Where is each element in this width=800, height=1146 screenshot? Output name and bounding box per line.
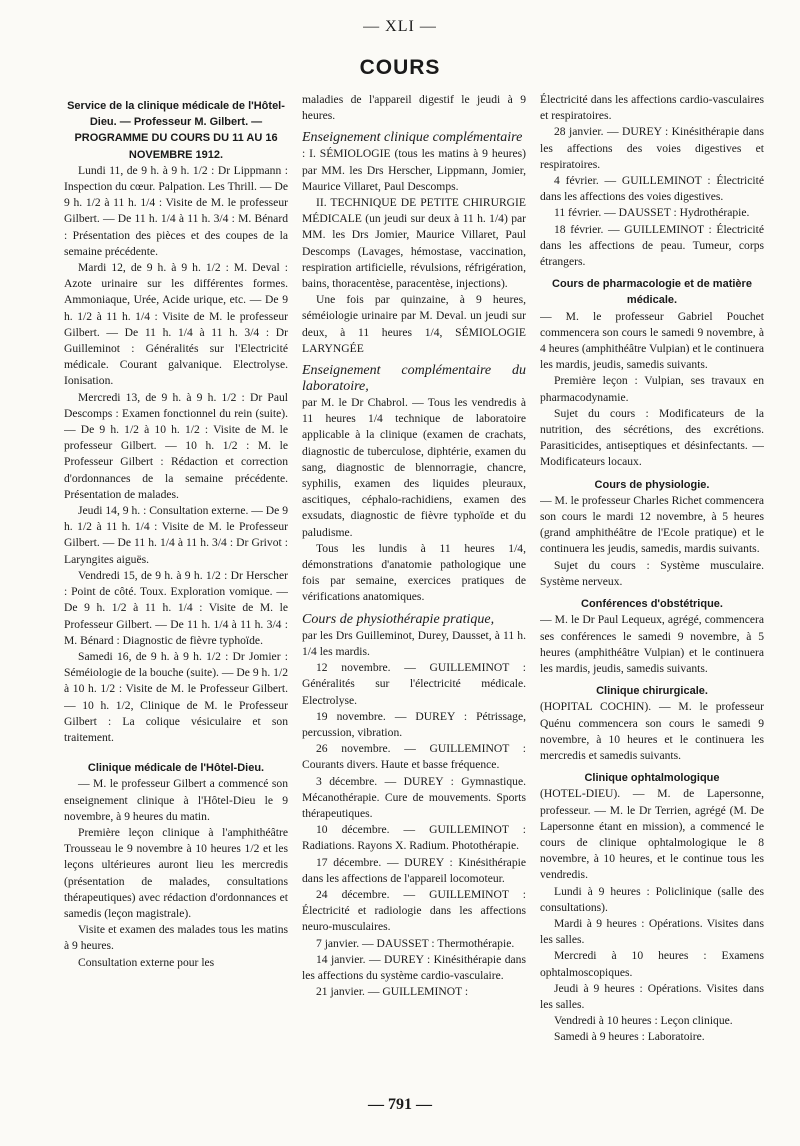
section-heading: Clinique chirurgicale.: [596, 685, 708, 698]
paragraph: Lundi à 9 heures : Policlinique (salle des consultations).: [540, 884, 764, 914]
text-columns: [64, 92, 764, 1092]
paragraph: 10 décembre. — GUILLEMINOT : Radiations. Rayons X. Radium. Photothérapie.: [302, 823, 526, 853]
paragraph: Vendredi à 10 heures : Leçon clinique.: [554, 1014, 733, 1028]
paragraph: 11 février. — DAUSSET : Hydrothérapie.: [554, 206, 750, 220]
paragraph: Samedi à 9 heures : Laboratoire.: [554, 1030, 705, 1044]
paragraph: 14 janvier. — DUREY : Kinésithérapie dans les affections du système cardio-vasculaire.: [302, 952, 526, 982]
paragraph: — M. le professeur Gabriel Pouchet commencera son cours le samedi 9 novembre, à 4 heures (amphithéâtre Vulpian) et le continuera les mardis, jeudis, samedis suivants.: [540, 309, 764, 372]
paragraph: Jeudi 14, 9 h. : Consultation externe. — De 9 h. 1/2 à 11 h. 1/4 : Visite de M. le Professeur Gilbert. — De 11 h. 1/4 à 11 h. 3/4 : Dr Grivot : Laryngites aiguës.: [64, 504, 288, 566]
paragraph: Tous les lundis à 11 heures 1/4, démonstrations d'anatomie pathologique une fois par semaine, exercices pratiques de vérifications anatomiques.: [302, 541, 526, 604]
paragraph: 4 février. — GUILLEMINOT : Électricité dans les affections des voies digestives.: [540, 174, 764, 204]
paragraph: Jeudi à 9 heures : Opérations. Visites dans les salles.: [540, 981, 764, 1011]
column-left: [64, 92, 288, 1092]
paragraph: par les Drs Guilleminot, Durey, Dausset, à 11 h. 1/4 les mardis.: [302, 628, 526, 658]
paragraph: Électricité dans les affections cardio-vasculaires et respiratoires.: [540, 93, 764, 123]
paragraph: Sujet du cours : Modificateurs de la nutrition, des sécrétions, des excrétions. Parasiticides, antiseptiques et désinfectants. — Modificateurs locaux.: [540, 406, 764, 469]
paragraph: 21 janvier. — GUILLEMINOT :: [316, 985, 469, 999]
paragraph: 24 décembre. — GUILLEMINOT : Électricité et radiologie dans les affections neuro-musculaires.: [302, 887, 526, 934]
paragraph: Mercredi à 10 heures : Examens ophtalmoscopiques.: [540, 949, 764, 979]
section-heading: Cours de physiothérapie pratique,: [302, 611, 495, 627]
paragraph: Première leçon clinique à l'amphithéâtre Trousseau le 9 novembre à 10 heures 1/2 et les leçons ultérieures auront lieu les mercredis (présentation de malades, consultations thérapeutiques) avec rédaction d'ordonnances et samedis (leçon magistrale).: [64, 825, 288, 920]
paragraph: Mercredi 13, de 9 h. à 9 h. 1/2 : Dr Paul Descomps : Examen fonctionnel du rein (suite). — De 9 h. 1/2 à 10 h. 1/2 : Visite de M. le professeur Gilbert. — 10 h. 1/2 : M. le Professeur Gilbert : Rédaction et correction d'ordonnances de la semaine précédente. Présentation de malades.: [64, 390, 288, 501]
paragraph: 17 décembre. — DUREY : Kinésithérapie dans les affections de l'appareil locomoteur.: [302, 855, 526, 885]
paragraph: 19 novembre. — DUREY : Pétrissage, percussion, vibration.: [302, 709, 526, 739]
paragraph: — M. le professeur Charles Richet commencera son cours le mardi 12 novembre, à 5 heures (grand amphithéâtre de l'Ecole pratique) et le continuera les jeudis, samedis, mardis suivants.: [540, 493, 764, 556]
paragraph: 28 janvier. — DUREY : Kinésithérapie dans les affections des voies digestives et respiratoires.: [540, 125, 764, 171]
paragraph: Mardi à 9 heures : Opérations. Visites dans les salles.: [540, 916, 764, 947]
section-title: COURS: [359, 56, 441, 79]
paragraph: Samedi 16, de 9 h. à 9 h. 1/2 : Dr Jomier : Séméiologie de la bouche (suite). — De 9 h. 1/2 à 10 h. 1/2 : Visite de M. le Professeur Gilbert. — 10 h. 1/2, Clinique de M. le Professeur Gilbert : La colique vésiculaire et son traitement.: [64, 649, 288, 744]
paragraph: 26 novembre. — GUILLEMINOT : Courants divers. Haute et basse fréquence.: [302, 742, 526, 772]
paragraph: Première leçon : Vulpian, ses travaux en pharmacodynamie.: [540, 374, 764, 404]
section-heading: Enseignement clinique complémentaire: [302, 130, 523, 146]
paragraph: 18 février. — GUILLEMINOT : Électricité dans les affections de peau. Tumeur, corps étrangers.: [540, 222, 764, 269]
paragraph: Mardi 12, de 9 h. à 9 h. 1/2 : M. Deval : Azote urinaire sur les différentes formes. Ammoniaque, Urée, Acide urique, etc. — De 9 h. 1/2 à 11 h. 1/4 : Visite de M. le professeur Gilbert. — De 11 h. 1/4 à 11 h. 3/4 : Dr Guilleminot : Généralités sur l'Electricité médicale. Courant galvanique. Electrolyse. Ionisation.: [64, 261, 288, 388]
section-gap: [64, 746, 288, 754]
section-heading: Cours de physiologie.: [594, 478, 710, 491]
paragraph: Consultation externe pour les: [78, 955, 215, 969]
paragraph: : I. SÉMIOLOGIE (tous les matins à 9 heures) par MM. les Drs Herscher, Lippmann, Jomier, Maurice Villaret, Paul Descomps.: [302, 147, 526, 193]
paragraph: (HOTEL-DIEU). — M. de Lapersonne, professeur. — M. le Dr Terrien, agrégé (M. De Lapersonne étant en mission), a commencé le cours de clinique ophtalmologique le 8 novembre, à 10 heures, et le continue tous les vendredis.: [540, 787, 764, 882]
section-heading: Clinique médicale de l'Hôtel-Dieu.: [87, 762, 265, 775]
section-heading: Enseignement complémentaire du laboratoire,: [302, 363, 526, 395]
paragraph: (HOPITAL COCHIN). — M. le professeur Quénu commencera son cours le samedi 9 novembre, à 10 heures et le continuera les mercredis et samedis suivants.: [540, 700, 764, 762]
section-heading: Clinique ophtalmologique: [584, 772, 720, 785]
section-heading: Cours de pharmacologie et de matière médicale.: [552, 278, 752, 307]
section-heading: Service de la clinique médicale de l'Hôtel-Dieu. — Professeur M. Gilbert. — PROGRAMME DU COURS DU 11 AU 16 NOVEMBRE 1912.: [67, 100, 285, 161]
paragraph: par M. le Dr Chabrol. — Tous les vendredis à 11 heures 1/4 technique de laboratoire applicable à la clinique (examen de crachats, diagnostic de tuberculose, diphtérie, examen du sang, diagnostic de blennorragie, chancre, syphilis, examen des liquides pleuraux, ascitiques, céphalo-rachidiens, examen des exsudats, diagnostic de fièvre typhoïde et du paludisme.: [302, 396, 526, 539]
page-number: — 791 —: [368, 1096, 432, 1113]
paragraph: II. TECHNIQUE DE PETITE CHIRURGIE MÉDICALE (un jeudi sur deux à 11 h. 1/4) par MM. les Drs Jomier, Maurice Villaret, Paul Descomps (Lavages, hémostase, vaccination, respiration artificielle, révulsions, réfrigération, bains, thoracentèse, paracentèse, injections).: [302, 196, 526, 291]
paragraph: Visite et examen des malades tous les matins à 9 heures.: [64, 923, 288, 953]
paragraph: maladies de l'appareil digestif le jeudi à 9 heures.: [302, 93, 526, 123]
paragraph: Une fois par quinzaine, à 9 heures, séméiologie urinaire par M. Deval. un jeudi sur deux, à 11 heures 1/4, SÉMIOLOGIE LARYNGÉE: [302, 293, 526, 355]
paragraph: 3 décembre. — DUREY : Gymnastique. Mécanothérapie. Cure de mouvements. Sports thérapeutiques.: [302, 774, 526, 820]
running-head: — XLI —: [363, 18, 437, 35]
paragraph: Lundi 11, de 9 h. à 9 h. 1/2 : Dr Lippmann : Inspection du cœur. Palpation. Les Thrill. — De 9 h. 1/2 à 11 h. 1/4 : Visite de M. le professeur Gilbert. — De 11 h. 1/4 à 11 h. 3/4 : M. Bénard : Présentation des pièces et des coupes de la semaine précédente.: [64, 163, 288, 258]
paragraph: — M. le Dr Paul Lequeux, agrégé, commencera ses conférences le samedi 9 novembre, à 5 heures (amphithéâtre Vulpian) et le continuera les mardis, jeudis, samedis suivants.: [540, 613, 764, 675]
paragraph: 7 janvier. — DAUSSET : Thermothérapie.: [316, 936, 515, 950]
column-middle: [302, 92, 526, 1092]
column-right: [540, 92, 764, 1092]
paragraph: — M. le professeur Gilbert a commencé son enseignement clinique à l'Hôtel-Dieu le 9 novembre, à 9 heures du matin.: [64, 777, 288, 823]
paragraph: Vendredi 15, de 9 h. à 9 h. 1/2 : Dr Herscher : Point de côté. Toux. Exploration vomique. — De 9 h. 1/2 à 11 h. 1/4 : Visite de M. le Professeur Gilbert. — De 11 h. 1/4 à 11 h. 3/4 : M. Bénard : Diagnostic de fièvre typhoïde.: [64, 568, 288, 647]
section-heading: Conférences d'obstétrique.: [581, 598, 723, 611]
paragraph: Sujet du cours : Système musculaire. Système nerveux.: [540, 558, 764, 588]
paragraph: 12 novembre. — GUILLEMINOT : Généralités sur l'électricité médicale. Electrolyse.: [302, 661, 526, 707]
